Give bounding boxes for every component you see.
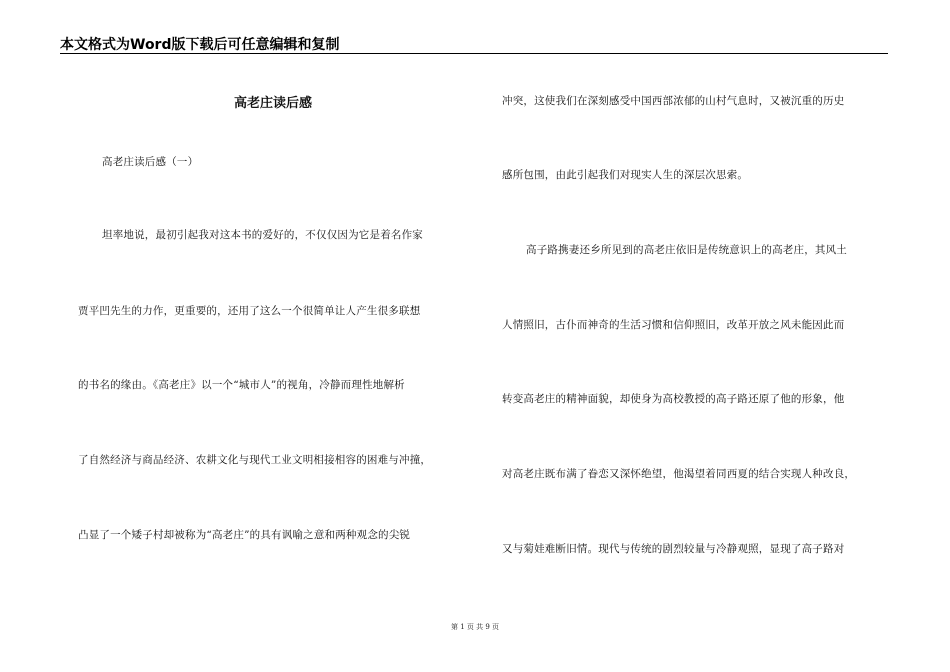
- header-divider: [60, 53, 888, 54]
- paragraph-line: 冲突，这使我们在深刻感受中国西部浓郁的山村气息时，又被沉重的历史: [502, 95, 845, 107]
- paragraph-line: 的书名的缘由。《高老庄》以一个“城市人”的视角，冷静而理性地解析: [78, 379, 405, 391]
- document-title: 高老庄读后感: [233, 96, 312, 111]
- paragraph-line: 转变高老庄的精神面貌，却使身为高校教授的高子路还原了他的形象，他: [502, 393, 845, 405]
- paragraph-line: 又与菊娃难断旧情。现代与传统的剧烈较量与冷静观照，显现了高子路对: [502, 543, 845, 555]
- paragraph-line: 了自然经济与商品经济、农耕文化与现代工业文明相接相容的困难与冲撞，: [78, 454, 432, 466]
- paragraph-line: 感所包围，由此引起我们对现实人生的深层次思索。: [502, 169, 749, 181]
- paragraph-line: 人情照旧，古仆而神奇的生活习惯和信仰照旧，改革开放之风未能因此而: [502, 319, 845, 331]
- paragraph-line: 坦率地说，最初引起我对这本书的爱好的，不仅仅因为它是着名作家: [102, 229, 423, 241]
- page-indicator: 第 1 页 共 9 页: [450, 623, 500, 631]
- paragraph-line: 对高老庄既布满了眷恋又深怀绝望，他渴望着同西夏的结合实现人种改良，: [502, 468, 856, 480]
- paragraph-line: 贾平凹先生的力作，更重要的，还用了这么一个很简单让人产生很多联想: [78, 305, 421, 317]
- paragraph-line: 高子路携妻还乡所见到的高老庄依旧是传统意识上的高老庄，其风土: [526, 244, 847, 256]
- section-heading: 高老庄读后感（一）: [102, 156, 199, 168]
- document-header-banner: 本文格式为Word版下载后可任意编辑和复制: [60, 37, 340, 53]
- paragraph-line: 凸显了一个矮子村却被称为“高老庄”的具有讽喻之意和两种观念的尖锐: [78, 529, 411, 541]
